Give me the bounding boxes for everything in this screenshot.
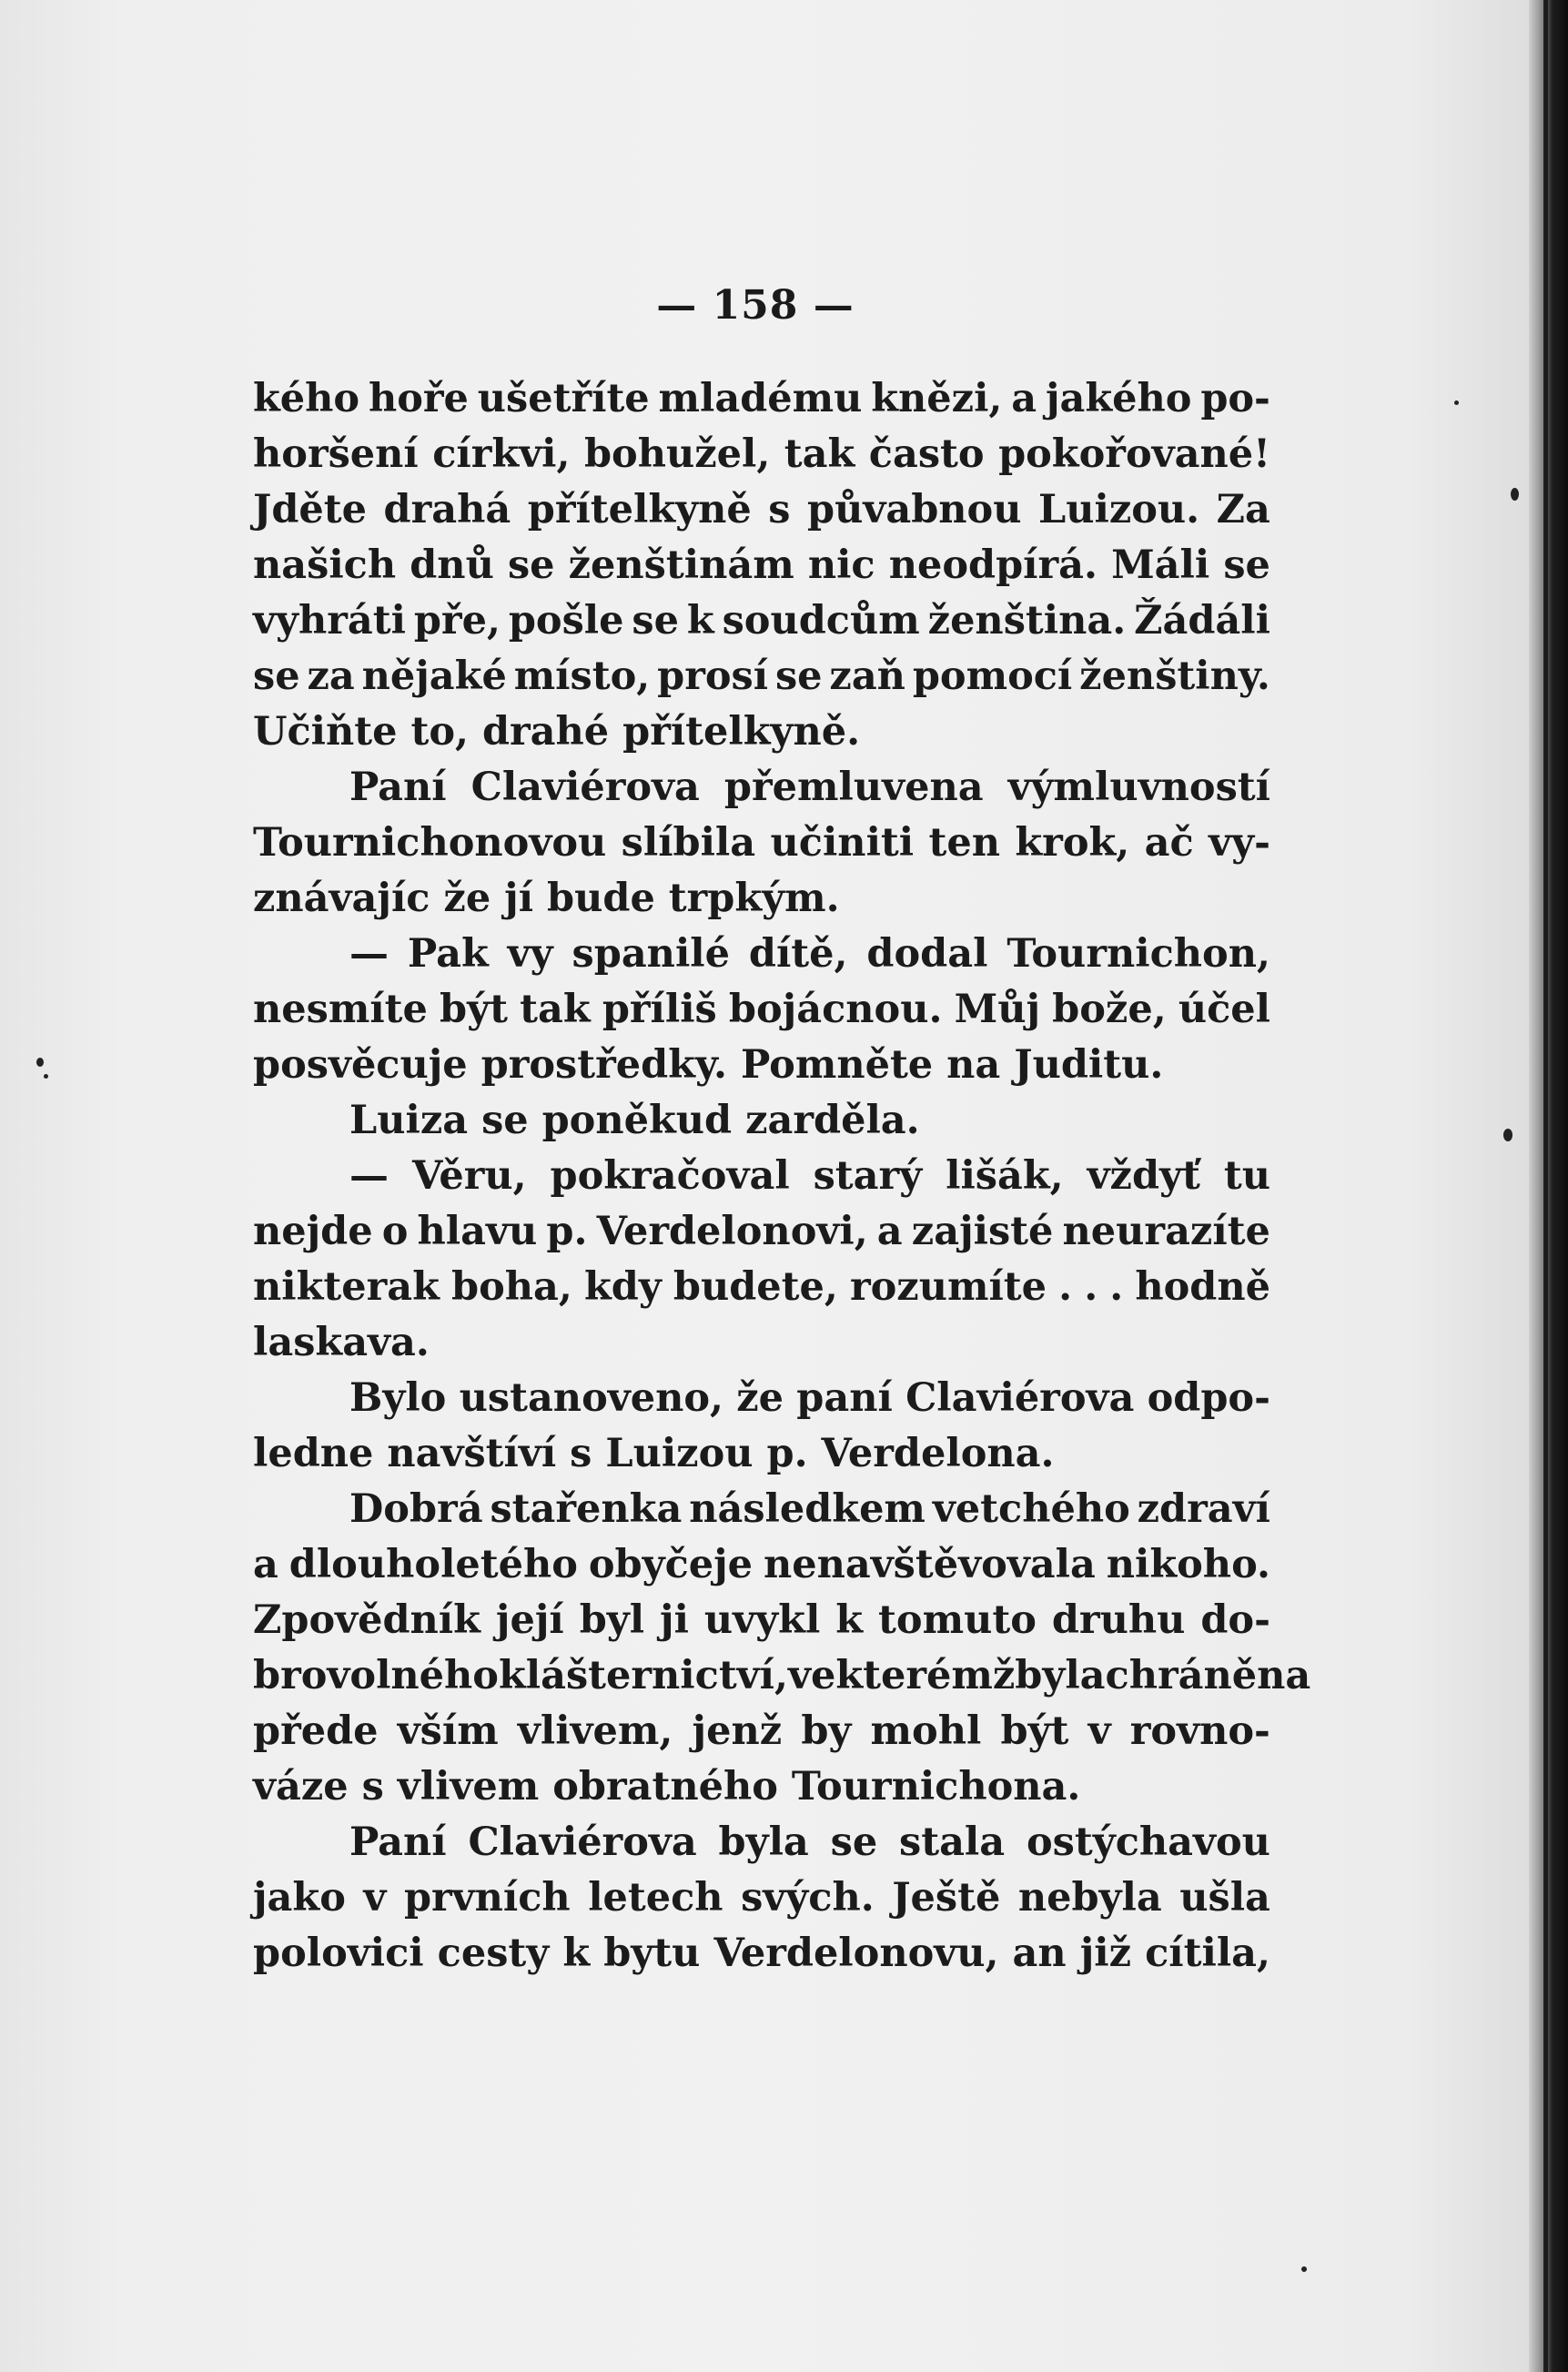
text-line: Učiňte to, drahé přítelkyně. [253, 709, 861, 755]
text-line: našich dnů se ženštinám nic neodpírá. Máli se [253, 542, 1270, 588]
text-line: nikterak boha, kdy budete, rozumíte . . . hodně [253, 1264, 1270, 1310]
text-line: se za nějaké místo, prosí se zaň pomocí ženštiny. [253, 654, 1270, 699]
print-speck [1301, 2266, 1307, 2272]
text-line: nejde o hlavu p. Verdelonovi, a zajisté neurazíte [253, 1209, 1270, 1254]
text-line: a dlouholetého obyčeje nenavštěvovala nikoho. [253, 1542, 1270, 1587]
text-line: vyhráti pře, pošle se k soudcům ženština. Žádáli [253, 598, 1270, 644]
text-line: Tournichonovou slíbila učiniti ten krok, ač vy- [253, 820, 1270, 866]
text-line: ledne navštíví s Luizou p. Verdelona. [253, 1431, 1055, 1476]
text-line: váze s vlivem obratného Tournichona. [253, 1764, 1081, 1809]
text-line: brovolného klášternictví, ve kterémž byla chráněna [253, 1653, 1311, 1698]
text-line: — Věru, pokračoval starý lišák, vždyť tu [349, 1153, 1270, 1199]
text-line: posvěcuje prostředky. Pomněte na Juditu. [253, 1042, 1164, 1088]
text-line: horšení církvi, bohužel, tak často pokořované! [253, 431, 1270, 477]
body-text [253, 371, 1311, 1982]
text-line: Dobrá stařenka následkem vetchého zdraví [349, 1486, 1270, 1532]
text-line: Paní Claviérova byla se stala ostýchavou [349, 1820, 1270, 1865]
text-line: Bylo ustanoveno, že paní Claviérova odpo- [349, 1375, 1270, 1421]
text-line: Jděte drahá přítelkyně s půvabnou Luizou. Za [253, 487, 1270, 532]
print-speck [1454, 400, 1459, 405]
print-speck [1511, 488, 1519, 501]
text-line: — Pak vy spanilé dítě, dodal Tournichon, [349, 931, 1270, 977]
text-line: Paní Claviérova přemluvena výmluvností [349, 765, 1270, 810]
page-spine-edge [1543, 0, 1548, 2372]
text-line: laskava. [253, 1320, 430, 1365]
page-number: — 158 — [656, 282, 855, 329]
text-line: Zpovědník její byl ji uvykl k tomuto druhu do- [253, 1597, 1270, 1643]
text-line: přede vším vlivem, jenž by mohl být v rovno- [253, 1708, 1270, 1754]
text-line: polovici cesty k bytu Verdelonovu, an již cítila, [253, 1931, 1270, 1976]
print-speck [1503, 1129, 1512, 1141]
print-speck [36, 1058, 44, 1067]
text-line: nesmíte být tak příliš bojácnou. Můj bože, účel [253, 987, 1270, 1032]
text-line: jako v prvních letech svých. Ještě nebyla ušla [253, 1875, 1270, 1921]
text-line: Luiza se poněkud zarděla. [349, 1098, 920, 1143]
print-speck [44, 1074, 48, 1079]
page-spine-shadow [1529, 0, 1568, 2372]
text-line: kého hoře ušetříte mladému knězi, a jakého po- [253, 376, 1270, 421]
text-line: znávajíc že jí bude trpkým. [253, 876, 840, 921]
